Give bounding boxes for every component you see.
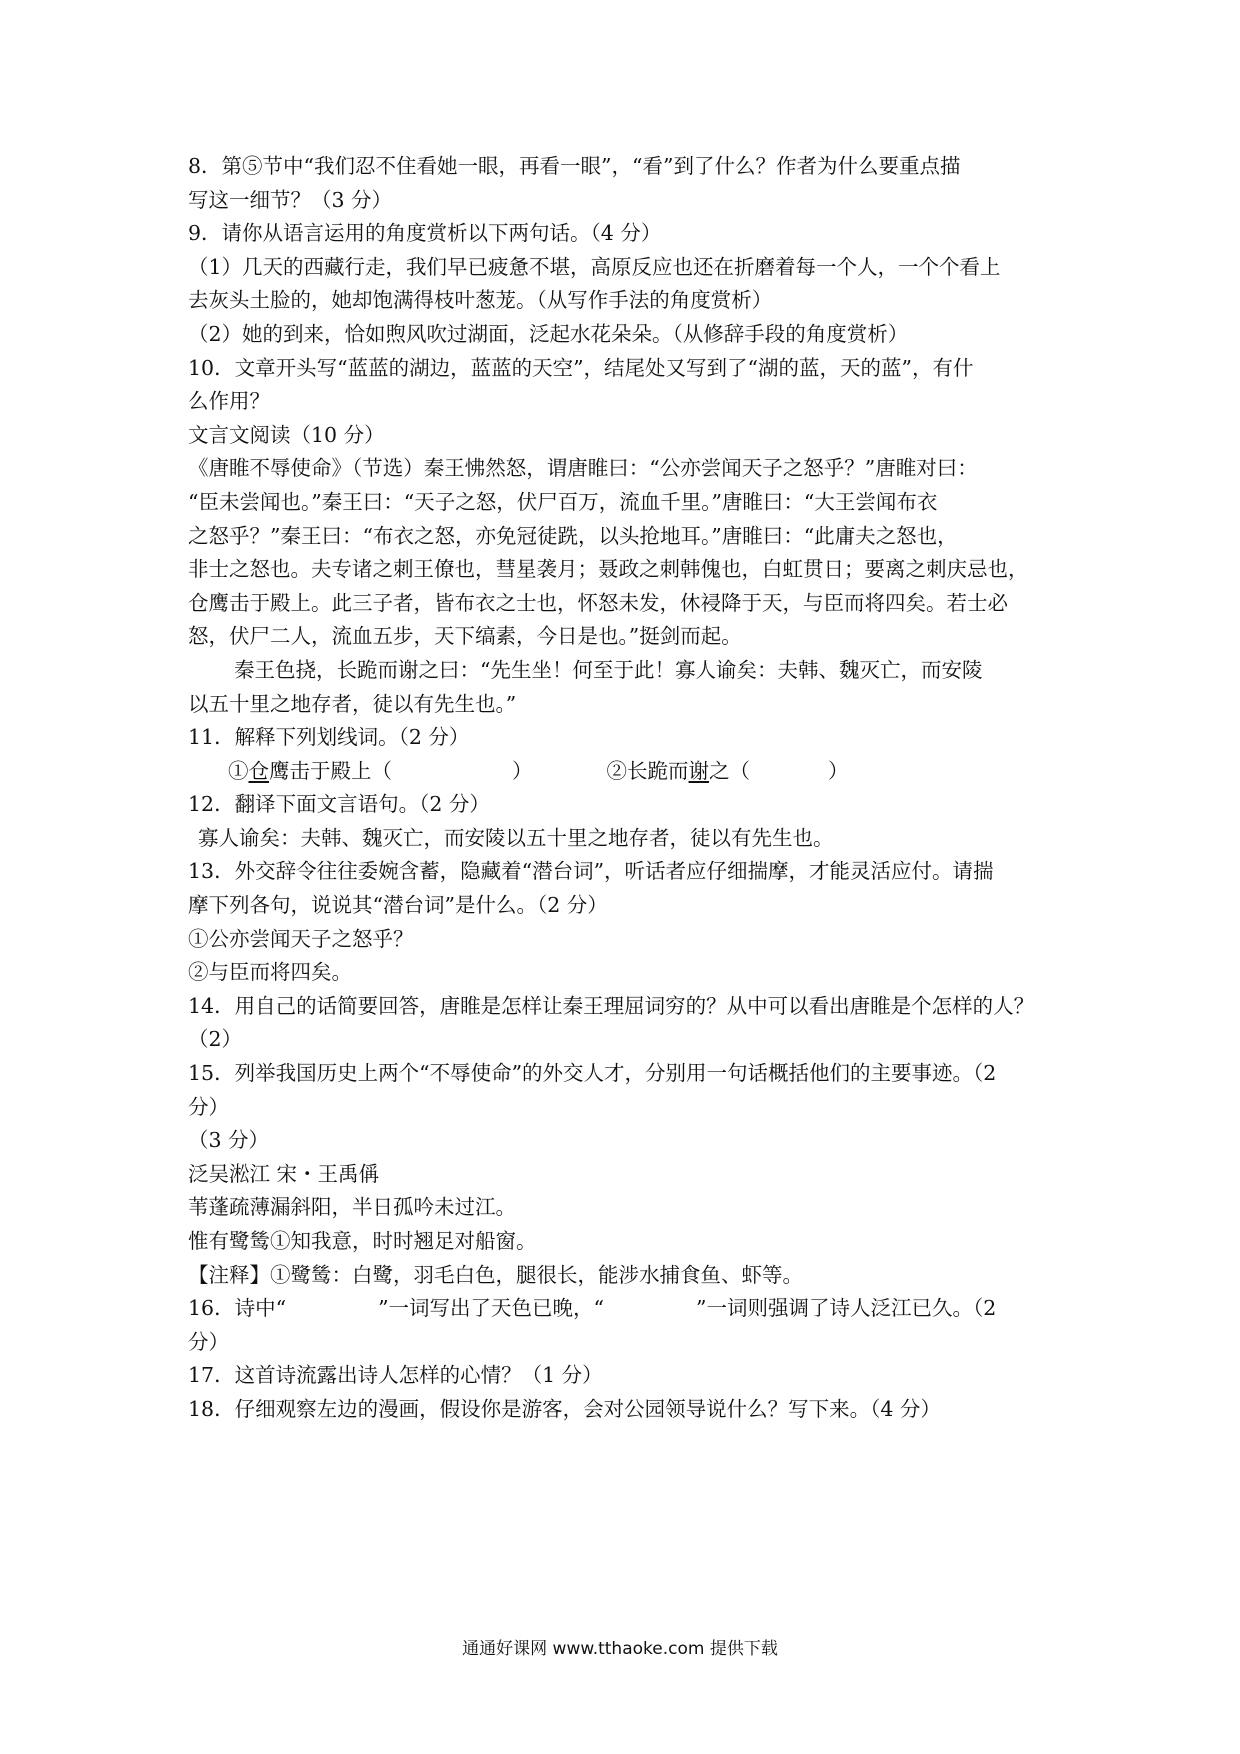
underlined-word: 仓 bbox=[248, 758, 269, 783]
q15-line2: 分） bbox=[188, 1094, 229, 1119]
classical-p1-line: 之怒乎？”秦王曰：“布衣之怒，亦免冠徒跣，以头抢地耳。”唐睢曰：“此庸夫之怒也， bbox=[188, 523, 958, 548]
question-17: 17．这首诗流露出诗人怎样的心情？（1 分） bbox=[188, 1363, 603, 1388]
classical-p1-line: 仓鹰击于殿上。此三子者，皆布衣之士也，怀怒未发，休祲降于天，与臣而将四矣。若士必 bbox=[188, 590, 1008, 615]
q8-line1: 8．第⑤节中“我们忍不住看她一眼，再看一眼”，“看”到了什么？作者为什么要重点描 bbox=[188, 154, 961, 178]
poem-line2: 惟有鹭鸶①知我意，时时翘足对船窗。 bbox=[188, 1229, 537, 1253]
question-15 bbox=[188, 1057, 1068, 1124]
q12-sentence: 寡人谕矣：夫韩、魏灭亡，而安陵以五十里之地存者，徒以有先生也。 bbox=[198, 825, 834, 850]
question-10 bbox=[188, 352, 1068, 419]
q11-stem: 11．解释下列划线词。（2 分） bbox=[188, 725, 470, 750]
question-13 bbox=[188, 855, 1068, 989]
poem-line1: 苇蓬疏薄漏斜阳，半日孤吟未过江。 bbox=[188, 1195, 516, 1220]
q13-item1: ①公亦尝闻天子之怒乎？ bbox=[188, 926, 414, 951]
q10-line1: 10．文章开头写“蓝蓝的湖边，蓝蓝的天空”，结尾处又写到了“湖的蓝，天的蓝”，有什 bbox=[188, 355, 974, 380]
q13-item2: ②与臣而将四矣。 bbox=[188, 960, 352, 985]
exam-content bbox=[188, 150, 1068, 1427]
q11-item2: ②长跪而谢之（ ） bbox=[606, 758, 849, 783]
q9-stem: 9．请你从语言运用的角度赏析以下两句话。（4 分） bbox=[188, 221, 662, 246]
q8-line2: 写这一细节？（3 分） bbox=[188, 187, 393, 212]
q16-line2: 分） bbox=[188, 1329, 229, 1354]
question-12 bbox=[188, 788, 1068, 855]
q14-line2: （2） bbox=[188, 1027, 243, 1052]
classical-reading bbox=[188, 419, 1068, 721]
poem-note: 【注释】①鹭鸶：白鹭，羽毛白色，腿很长，能涉水捕食鱼、虾等。 bbox=[188, 1262, 803, 1287]
q16-line1: 16．诗中“ ”一词写出了天色已晚，“ ”一词则强调了诗人泛江已久。（2 bbox=[188, 1296, 997, 1321]
classical-p2-line1: 秦王色挠，长跪而谢之曰：“先生坐！何至于此！寡人谕矣：夫韩、魏灭亡，而安陵 bbox=[234, 657, 983, 682]
underlined-word: 谢 bbox=[688, 758, 710, 783]
classical-p1-line: “臣未尝闻也。”秦王曰：“天子之怒，伏尸百万，流血千里。”唐睢曰：“大王尝闻布衣 bbox=[188, 489, 938, 514]
q14-line1: 14．用自己的话简要回答，唐睢是怎样让秦王理屈词穷的？从中可以看出唐睢是个怎样的人？ bbox=[188, 993, 1035, 1018]
footer-watermark: 通通好课网 www.tthaoke.com 提供下载 bbox=[462, 1639, 778, 1659]
q12-stem: 12．翻译下面文言语句。（2 分） bbox=[188, 792, 490, 817]
q9-sentence1-line2: 去灰头土脸的，她却饱满得枝叶葱茏。（从写作手法的角度赏析） bbox=[188, 288, 773, 313]
q11-item1: ①仓鹰击于殿上（ ） bbox=[228, 758, 533, 783]
poem-section bbox=[188, 1124, 1068, 1292]
question-16 bbox=[188, 1292, 1068, 1359]
classical-p1-line: 非士之怒也。夫专诸之刺王僚也，彗星袭月；聂政之刺韩傀也，白虹贯日；要离之刺庆忌也， bbox=[188, 557, 1029, 582]
classical-p1-line: 怒，伏尸二人，流血五步，天下缟素，今日是也。”挺剑而起。 bbox=[188, 624, 742, 649]
q9-sentence2: （2）她的到来，恰如煦风吹过湖面，泛起水花朵朵。（从修辞手段的角度赏析） bbox=[188, 321, 909, 346]
question-14 bbox=[188, 990, 1068, 1057]
poem-title: 泛吴淞江 宋・王禹偁 bbox=[188, 1161, 380, 1186]
q15-line1: 15．列举我国历史上两个“不辱使命”的外交人才，分别用一句话概括他们的主要事迹。（2 bbox=[188, 1061, 997, 1086]
question-8 bbox=[188, 150, 1068, 217]
q11-items bbox=[188, 755, 1068, 789]
q13-line1: 13．外交辞令往往委婉含蓄，隐藏着“潜台词”，听话者应仔细揣摩，才能灵活应付。请揣 bbox=[188, 859, 994, 884]
poem-score: （3 分） bbox=[188, 1128, 270, 1153]
q10-line2: 么作用？ bbox=[188, 389, 270, 414]
q13-line2: 摩下列各句，说说其“潜台词”是什么。（2 分） bbox=[188, 893, 608, 918]
classical-heading: 文言文阅读（10 分） bbox=[188, 422, 385, 447]
question-18: 18．仔细观察左边的漫画，假设你是游客，会对公园领导说什么？写下来。（4 分） bbox=[188, 1396, 941, 1421]
classical-p1-line: 《唐睢不辱使命》（节选）秦王怫然怒，谓唐睢曰：“公亦尝闻天子之怒乎？”唐睢对曰： bbox=[188, 456, 978, 481]
q9-sentence1-line1: （1）几天的西藏行走，我们早已疲惫不堪，高原反应也还在折磨着每一个人，一个个看上 bbox=[188, 254, 1001, 279]
question-11 bbox=[188, 721, 1068, 788]
classical-p2-line2: 以五十里之地存者，徒以有先生也。” bbox=[188, 691, 517, 716]
question-9 bbox=[188, 217, 1068, 351]
